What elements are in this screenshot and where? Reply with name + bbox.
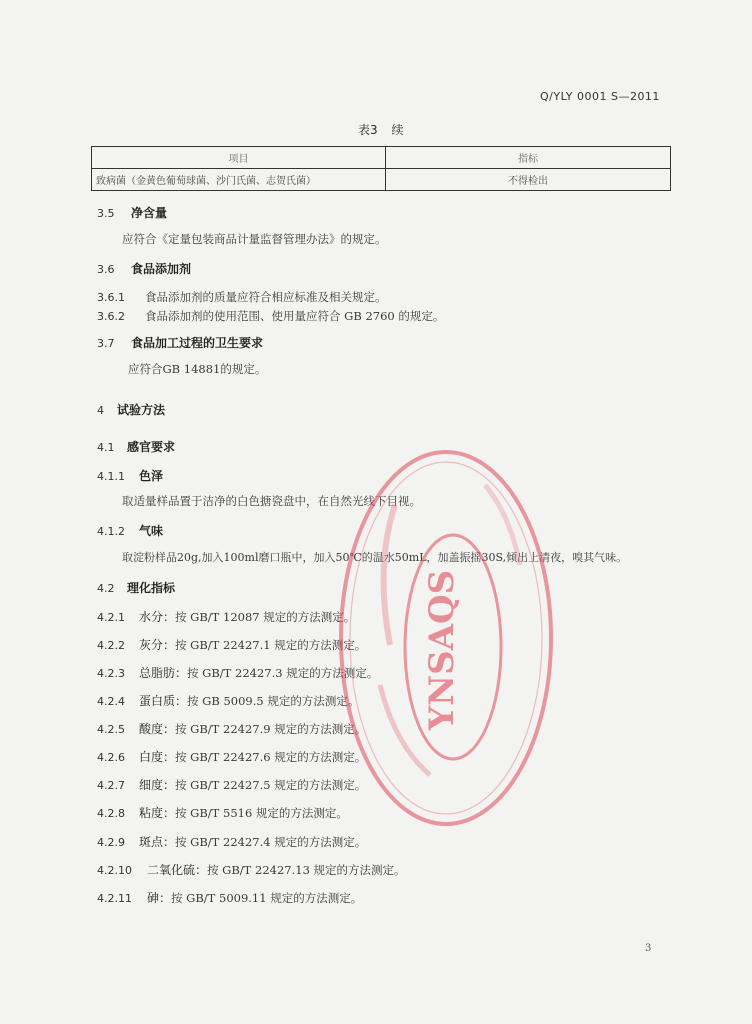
table-header-item: 项目 bbox=[92, 147, 386, 169]
seal-center-text: YNSAQS bbox=[422, 569, 462, 731]
table-cell: 致病菌（金黄色葡萄球菌、沙门氏菌、志贺氏菌） bbox=[92, 169, 386, 191]
clause: 4.2.8 粘度：按 GB/T 5516 规定的方法测定。 bbox=[97, 806, 348, 820]
spec-table bbox=[91, 146, 671, 191]
section-heading: 3.5 净含量 bbox=[97, 206, 168, 220]
clause: 4.2.1 水分：按 GB/T 12087 规定的方法测定。 bbox=[97, 610, 356, 624]
paragraph: 应符合GB 14881的规定。 bbox=[128, 362, 267, 376]
chapter-heading: 4 试验方法 bbox=[97, 403, 166, 417]
clause: 4.2.2 灰分：按 GB/T 22427.1 规定的方法测定。 bbox=[97, 638, 367, 652]
clause: 4.2.10 二氧化硫：按 GB/T 22427.13 规定的方法测定。 bbox=[97, 863, 406, 877]
clause: 4.2.9 斑点：按 GB/T 22427.4 规定的方法测定。 bbox=[97, 835, 367, 849]
table-cell: 不得检出 bbox=[386, 169, 671, 191]
clause: 4.2.4 蛋白质：按 GB 5009.5 规定的方法测定。 bbox=[97, 694, 360, 708]
document-id: Q/YLY 0001 S—2011 bbox=[540, 90, 660, 103]
section-heading: 4.2 理化指标 bbox=[97, 581, 176, 595]
clause: 4.2.11 砷：按 GB/T 5009.11 规定的方法测定。 bbox=[97, 891, 363, 905]
page-number: 3 bbox=[645, 943, 652, 954]
section-heading: 4.1.1 色泽 bbox=[97, 469, 164, 483]
clause: 4.2.3 总脂肪：按 GB/T 22427.3 规定的方法测定。 bbox=[97, 666, 379, 680]
table-caption-continued: 续 bbox=[391, 123, 404, 137]
section-heading: 4.1.2 气味 bbox=[97, 524, 164, 538]
section-heading: 4.1 感官要求 bbox=[97, 440, 176, 454]
section-heading: 3.7 食品加工过程的卫生要求 bbox=[97, 336, 264, 350]
table-header-indicator: 指标 bbox=[386, 147, 671, 169]
paragraph: 取适量样品置于洁净的白色搪瓷盘中，在自然光线下目视。 bbox=[122, 494, 421, 508]
table-header-row bbox=[92, 147, 671, 169]
clause: 4.2.6 白度：按 GB/T 22427.6 规定的方法测定。 bbox=[97, 750, 367, 764]
table-caption-number: 表3 bbox=[358, 123, 378, 137]
clause: 4.2.7 细度：按 GB/T 22427.5 规定的方法测定。 bbox=[97, 778, 367, 792]
paragraph: 应符合《定量包装商品计量监督管理办法》的规定。 bbox=[122, 232, 387, 246]
clause: 3.6.2 食品添加剂的使用范围、使用量应符合 GB 2760 的规定。 bbox=[97, 309, 445, 323]
clause: 3.6.1 食品添加剂的质量应符合相应标准及相关规定。 bbox=[97, 290, 387, 304]
section-heading: 3.6 食品添加剂 bbox=[97, 262, 192, 276]
clause: 4.2.5 酸度：按 GB/T 22427.9 规定的方法测定。 bbox=[97, 722, 367, 736]
table-caption bbox=[358, 121, 413, 138]
table-row bbox=[92, 169, 671, 191]
paragraph: 取淀粉样品20g,加入100ml磨口瓶中，加入50℃的温水50mL，加盖振摇30S,倾出上清夜，嗅其气味。 bbox=[122, 551, 628, 564]
